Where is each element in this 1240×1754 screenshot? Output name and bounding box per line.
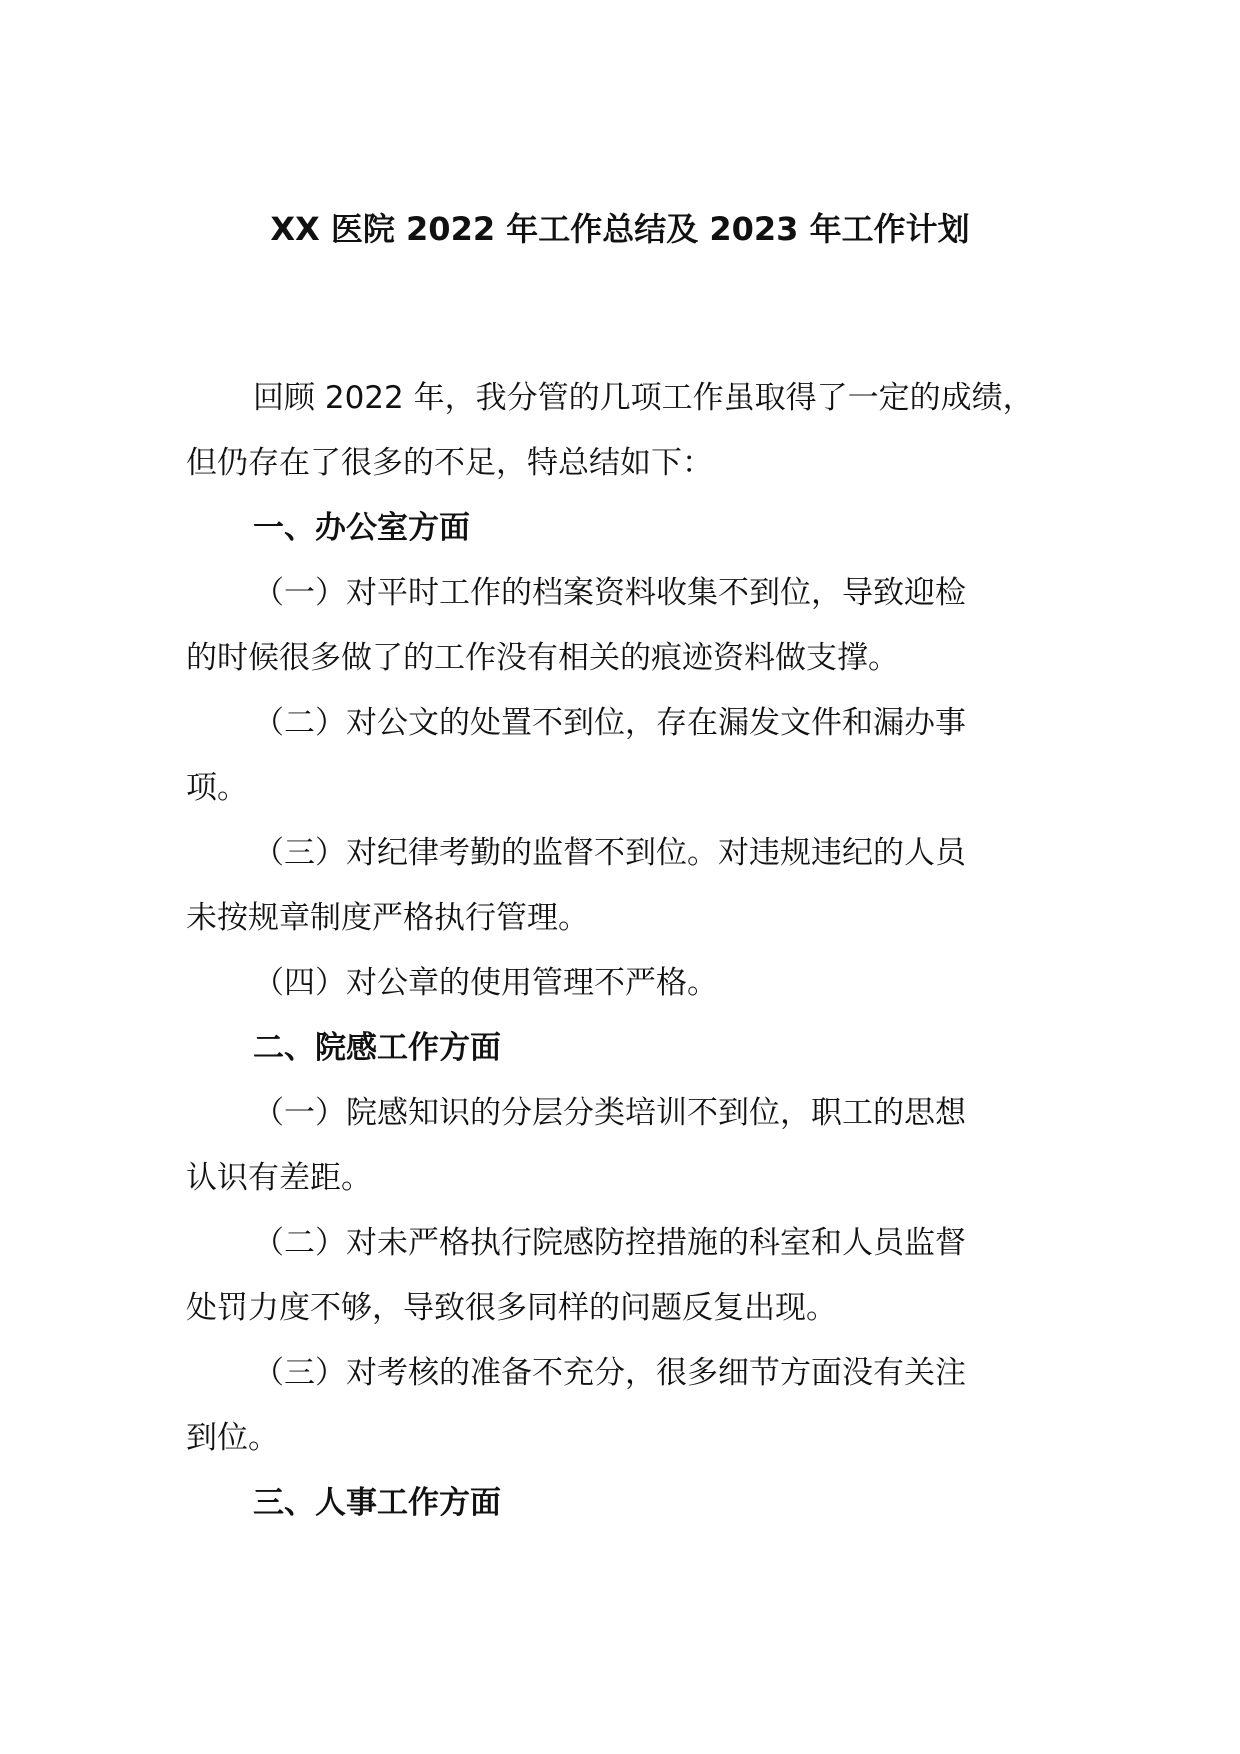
section-heading-infection-control: 二、院感工作方面 bbox=[253, 1030, 501, 1066]
office-item-1-line-2: 的时候很多做了的工作没有相关的痕迹资料做支撑。 bbox=[186, 640, 899, 676]
infection-item-3-line-1: （三）对考核的准备不充分，很多细节方面没有关注 bbox=[253, 1355, 966, 1391]
document-title: XX 医院 2022 年工作总结及 2023 年工作计划 bbox=[270, 210, 970, 248]
infection-item-2-line-2: 处罚力度不够，导致很多同样的问题反复出现。 bbox=[186, 1290, 837, 1326]
paragraph-line-2: 但仍存在了很多的不足，特总结如下： bbox=[186, 445, 713, 481]
office-item-2-line-2: 项。 bbox=[186, 770, 248, 806]
infection-item-1-line-2: 认识有差距。 bbox=[186, 1160, 372, 1196]
office-item-3-line-1: （三）对纪律考勤的监督不到位。对违规违纪的人员 bbox=[253, 835, 966, 871]
office-item-3-line-2: 未按规章制度严格执行管理。 bbox=[186, 900, 589, 936]
paragraph-line-1: 回顾 2022 年，我分管的几项工作虽取得了一定的成绩， bbox=[253, 380, 1034, 416]
section-heading-office: 一、办公室方面 bbox=[253, 510, 470, 546]
section-heading-personnel: 三、人事工作方面 bbox=[253, 1485, 501, 1521]
infection-item-1-line-1: （一）院感知识的分层分类培训不到位，职工的思想 bbox=[253, 1095, 966, 1131]
office-item-4-line-1: （四）对公章的使用管理不严格。 bbox=[253, 965, 718, 1001]
infection-item-2-line-1: （二）对未严格执行院感防控措施的科室和人员监督 bbox=[253, 1225, 966, 1261]
office-item-1-line-1: （一）对平时工作的档案资料收集不到位，导致迎检 bbox=[253, 575, 966, 611]
infection-item-3-line-2: 到位。 bbox=[186, 1420, 279, 1456]
office-item-2-line-1: （二）对公文的处置不到位，存在漏发文件和漏办事 bbox=[253, 705, 966, 741]
